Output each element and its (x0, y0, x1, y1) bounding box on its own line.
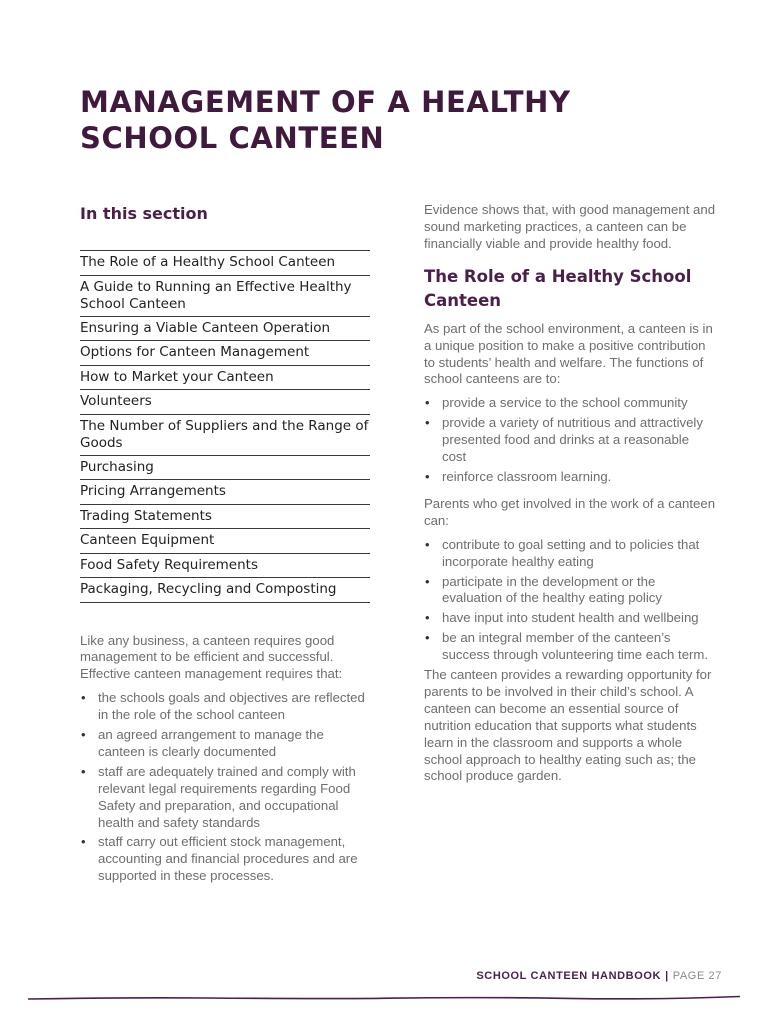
management-intro: Like any business, a canteen requires good management to be efficient and successful. Effective canteen management requires that: (80, 632, 343, 682)
parents-intro: Parents who get involved in the work of a canteen can: (424, 495, 716, 528)
left-column (80, 202, 370, 888)
toc-item-food-safety: Food Safety Requirements (80, 554, 370, 579)
list-item: • provide a service to the school community (424, 395, 716, 412)
footer-separator: | (665, 970, 669, 982)
list-item: • staff are adequately trained and comply with relevant legal requirements regarding Food Safety and preparation, and occupational health and safety standards (80, 764, 370, 832)
toc-item-volunteers: Volunteers (80, 390, 370, 415)
page-title: MANAGEMENT OF A HEALTHY SCHOOL CANTEEN (80, 85, 571, 155)
toc-item-viable-operation: Ensuring a Viable Canteen Operation (80, 317, 370, 342)
list-item: • provide a variety of nutritious and attractively presented food and drinks at a reasonable cost (424, 415, 716, 466)
section-toc (80, 250, 370, 603)
toc-item-management-options: Options for Canteen Management (80, 341, 370, 366)
toc-item-marketing: How to Market your Canteen (80, 366, 370, 391)
role-intro: As part of the school environment, a canteen is in a unique position to make a positive contribution to students’ health and welfare. The functions of school canteens are to: (424, 320, 713, 387)
list-item: • be an integral member of the canteen’s success through volunteering time each term. (424, 630, 716, 664)
toc-item-suppliers: The Number of Suppliers and the Range of Goods (80, 415, 370, 456)
list-item: • contribute to goal setting and to policies that incorporate healthy eating (424, 537, 716, 571)
toc-item-guide: A Guide to Running an Effective Healthy School Canteen (80, 276, 370, 317)
list-item: • reinforce classroom learning. (424, 469, 716, 486)
evidence-paragraph: Evidence shows that, with good management and sound marketing practices, a canteen can be financially viable and provide healthy food. (424, 202, 716, 251)
list-item: • have input into student health and wellbeing (424, 610, 716, 627)
toc-item-role: The Role of a Healthy School Canteen (80, 251, 370, 276)
footer-brush-line (28, 990, 740, 1004)
toc-item-purchasing: Purchasing (80, 456, 370, 481)
role-heading: The Role of a Healthy School Canteen (424, 266, 692, 310)
toc-item-trading-statements: Trading Statements (80, 505, 370, 530)
canteen-functions-list (424, 395, 716, 486)
list-item: • the schools goals and objectives are reflected in the role of the school canteen (80, 690, 370, 724)
toc-item-packaging: Packaging, Recycling and Composting (80, 578, 370, 603)
list-item: • participate in the development or the evaluation of the healthy eating policy (424, 574, 716, 608)
in-this-section-heading: In this section (80, 204, 208, 223)
handbook-name: SCHOOL CANTEEN HANDBOOK (476, 970, 662, 982)
page-number: PAGE 27 (672, 970, 722, 982)
right-column (424, 202, 716, 785)
list-item: • an agreed arrangement to manage the canteen is clearly documented (80, 727, 370, 761)
toc-item-pricing: Pricing Arrangements (80, 480, 370, 505)
closing-paragraph: The canteen provides a rewarding opportunity for parents to be involved in their child’s school. A canteen can become an essential source of nutrition education that supports what students learn in the classroom and supports a whole school approach to healthy eating such as; the school produce garden. (424, 667, 712, 784)
management-requirements-list (80, 690, 370, 885)
page-footer (476, 970, 722, 982)
list-item: • staff carry out efficient stock management, accounting and financial procedures and are supported in these processes. (80, 834, 370, 885)
parents-list (424, 537, 716, 664)
toc-item-equipment: Canteen Equipment (80, 529, 370, 554)
